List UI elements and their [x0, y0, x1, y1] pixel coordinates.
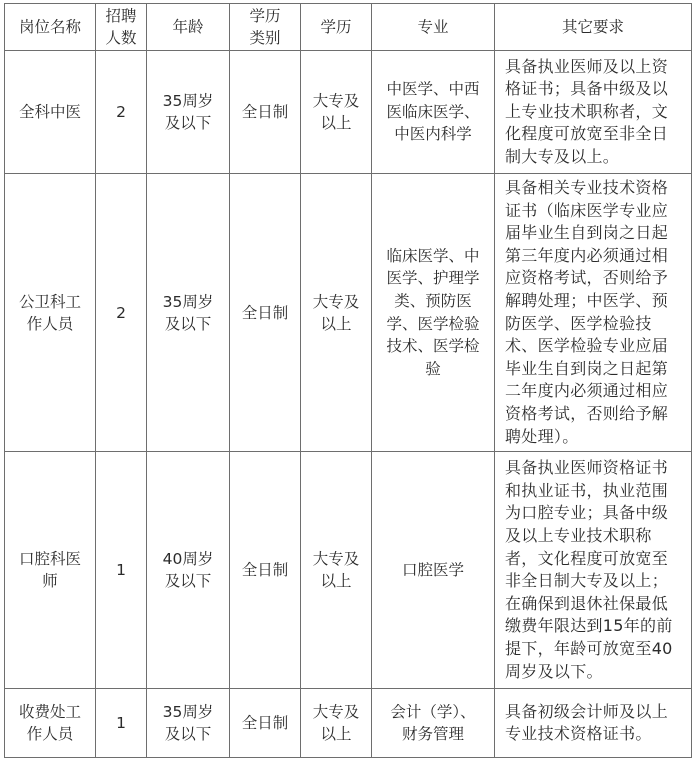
cell-text-line: 周岁及以下。	[505, 661, 603, 681]
cell-text-line: 解聘处理；中医学、预	[505, 290, 669, 310]
cell-text-line: 收费处工	[18, 703, 81, 722]
cell-text-line: 全日制	[241, 303, 289, 322]
column-header-position	[5, 4, 96, 51]
cell-position	[5, 689, 96, 758]
column-header-other	[495, 4, 692, 51]
cell-major	[372, 689, 495, 758]
cell-text-line: 及以下	[164, 725, 212, 744]
cell-text-line: 和执业证书，执业范围	[505, 480, 669, 500]
header-label-line: 类别	[249, 29, 281, 47]
column-header-age	[147, 4, 230, 51]
cell-edu	[301, 51, 372, 174]
recruitment-table	[4, 3, 692, 758]
cell-text-line: 全日制	[241, 103, 289, 121]
column-header-edu-type	[230, 4, 301, 51]
cell-text-line: 全日制	[241, 561, 289, 580]
cell-text-line: 医临床医学、	[386, 102, 480, 121]
cell-text-line: 全科中医	[18, 103, 81, 121]
cell-text-line: 防医学、医学检验技	[505, 313, 652, 333]
cell-text-line: 大专及	[312, 292, 360, 311]
column-header-count	[96, 4, 147, 51]
cell-text-line: 聘处理）。	[505, 426, 579, 446]
header-label-line: 学历	[249, 7, 281, 25]
cell-text-line: 财务管理	[401, 725, 464, 744]
cell-text-line: 为口腔专业；具备中级	[505, 503, 669, 523]
cell-text-line: 资格考试，否则给予解	[505, 403, 669, 423]
cell-major	[372, 51, 495, 174]
cell-text-line: 中医内科学	[394, 125, 472, 144]
cell-text-line: 大专及	[312, 550, 360, 569]
cell-text-line: 技术、医学检	[386, 337, 480, 356]
cell-count	[96, 174, 147, 452]
header-label-line: 人数	[105, 29, 137, 47]
cell-text-line: 二年度内必须通过相应	[505, 381, 669, 401]
cell-age	[147, 689, 230, 758]
cell-edu-type	[230, 689, 301, 758]
cell-age	[147, 174, 230, 452]
cell-text-line: 以上	[320, 725, 352, 744]
cell-text-line: 医学、护理学	[386, 269, 480, 288]
cell-text-line: 具备初级会计师及以上	[505, 701, 669, 721]
cell-count	[96, 689, 147, 758]
cell-text-line: 及以下	[164, 314, 212, 333]
header-label-line: 年龄	[172, 18, 204, 36]
cell-text-line: 第三年度内必须通过相	[505, 245, 669, 265]
column-header-edu	[301, 4, 372, 51]
header-label-line: 招聘	[105, 7, 137, 25]
cell-text-line: 提下，年龄可放宽至40	[505, 638, 673, 658]
column-header-major	[372, 4, 495, 51]
cell-text-line: 非全日制大专及以上；	[505, 571, 669, 591]
cell-text-line: 在确保到退休社保最低	[505, 593, 669, 613]
cell-text-line: 大专及	[312, 703, 360, 722]
cell-text-line: 35周岁	[162, 292, 214, 311]
cell-position	[5, 51, 96, 174]
cell-edu-type	[230, 51, 301, 174]
cell-text-line: 临床医学、中	[386, 246, 480, 265]
cell-text-line: 证书（临床医学专业应	[505, 200, 669, 220]
cell-text-line: 40周岁	[162, 550, 214, 569]
cell-position	[5, 452, 96, 689]
table-row	[5, 452, 692, 689]
cell-text-line: 专业技术资格证书。	[505, 724, 652, 744]
cell-text-line: 以上	[320, 572, 352, 591]
cell-text-line: 具备执业医师及以上资	[505, 56, 669, 76]
cell-text-line: 以上	[320, 114, 352, 132]
cell-text-line: 2	[116, 103, 126, 121]
table-body	[5, 51, 692, 758]
cell-other	[495, 174, 692, 452]
cell-text-line: 缴费年限达到15年的前	[505, 616, 673, 636]
cell-text-line: 及以下	[164, 114, 212, 132]
cell-edu-type	[230, 174, 301, 452]
cell-text-line: 及以上专业技术职称	[505, 525, 652, 545]
cell-age	[147, 452, 230, 689]
cell-text-line: 会计（学）、	[390, 702, 476, 721]
cell-text-line: 师	[42, 572, 58, 591]
cell-position	[5, 174, 96, 452]
cell-text-line: 2	[116, 303, 126, 322]
cell-text-line: 口腔医学	[401, 560, 464, 579]
cell-other	[495, 51, 692, 174]
cell-other	[495, 689, 692, 758]
table-row	[5, 51, 692, 174]
cell-text-line: 1	[116, 561, 126, 580]
cell-text-line: 具备执业医师资格证书	[505, 458, 669, 478]
cell-other	[495, 452, 692, 689]
cell-major	[372, 174, 495, 452]
cell-text-line: 口腔科医	[18, 550, 81, 569]
header-label-line: 其它要求	[561, 18, 624, 36]
cell-text-line: 上专业技术职称者，文	[505, 101, 669, 121]
cell-edu-type	[230, 452, 301, 689]
cell-text-line: 大专及	[312, 92, 360, 110]
cell-text-line: 验	[425, 359, 441, 378]
header-label-line: 专业	[417, 18, 449, 36]
cell-text-line: 公卫科工	[18, 292, 81, 311]
cell-age	[147, 51, 230, 174]
cell-text-line: 者，文化程度可放宽至	[505, 548, 669, 568]
cell-text-line: 届毕业生自到岗之日起	[505, 223, 669, 243]
cell-major	[372, 452, 495, 689]
cell-text-line: 类、预防医	[394, 291, 472, 310]
table-row	[5, 174, 692, 452]
header-label-line: 岗位名称	[18, 18, 81, 36]
cell-text-line: 及以下	[164, 572, 212, 591]
cell-text-line: 以上	[320, 314, 352, 333]
cell-count	[96, 51, 147, 174]
cell-count	[96, 452, 147, 689]
cell-text-line: 术、医学检验专业应届	[505, 336, 669, 356]
cell-text-line: 全日制	[241, 714, 289, 733]
cell-text-line: 作人员	[26, 314, 74, 333]
cell-text-line: 35周岁	[162, 703, 214, 722]
cell-edu	[301, 174, 372, 452]
cell-text-line: 应资格考试，否则给予	[505, 268, 669, 288]
cell-text-line: 作人员	[26, 725, 74, 744]
table-row	[5, 689, 692, 758]
table-header-row	[5, 4, 692, 51]
cell-text-line: 毕业生自到岗之日起第	[505, 358, 669, 378]
header-label-line: 学历	[320, 18, 352, 36]
cell-text-line: 1	[116, 714, 126, 733]
cell-edu	[301, 689, 372, 758]
cell-text-line: 中医学、中西	[386, 80, 480, 99]
cell-edu	[301, 452, 372, 689]
cell-text-line: 格证书；具备中级及以	[505, 79, 669, 99]
cell-text-line: 具备相关专业技术资格	[505, 178, 669, 197]
cell-text-line: 35周岁	[162, 92, 214, 110]
cell-text-line: 化程度可放宽至非全日	[505, 124, 669, 144]
cell-text-line: 制大专及以上。	[505, 146, 620, 166]
cell-text-line: 学、医学检验	[386, 314, 480, 333]
